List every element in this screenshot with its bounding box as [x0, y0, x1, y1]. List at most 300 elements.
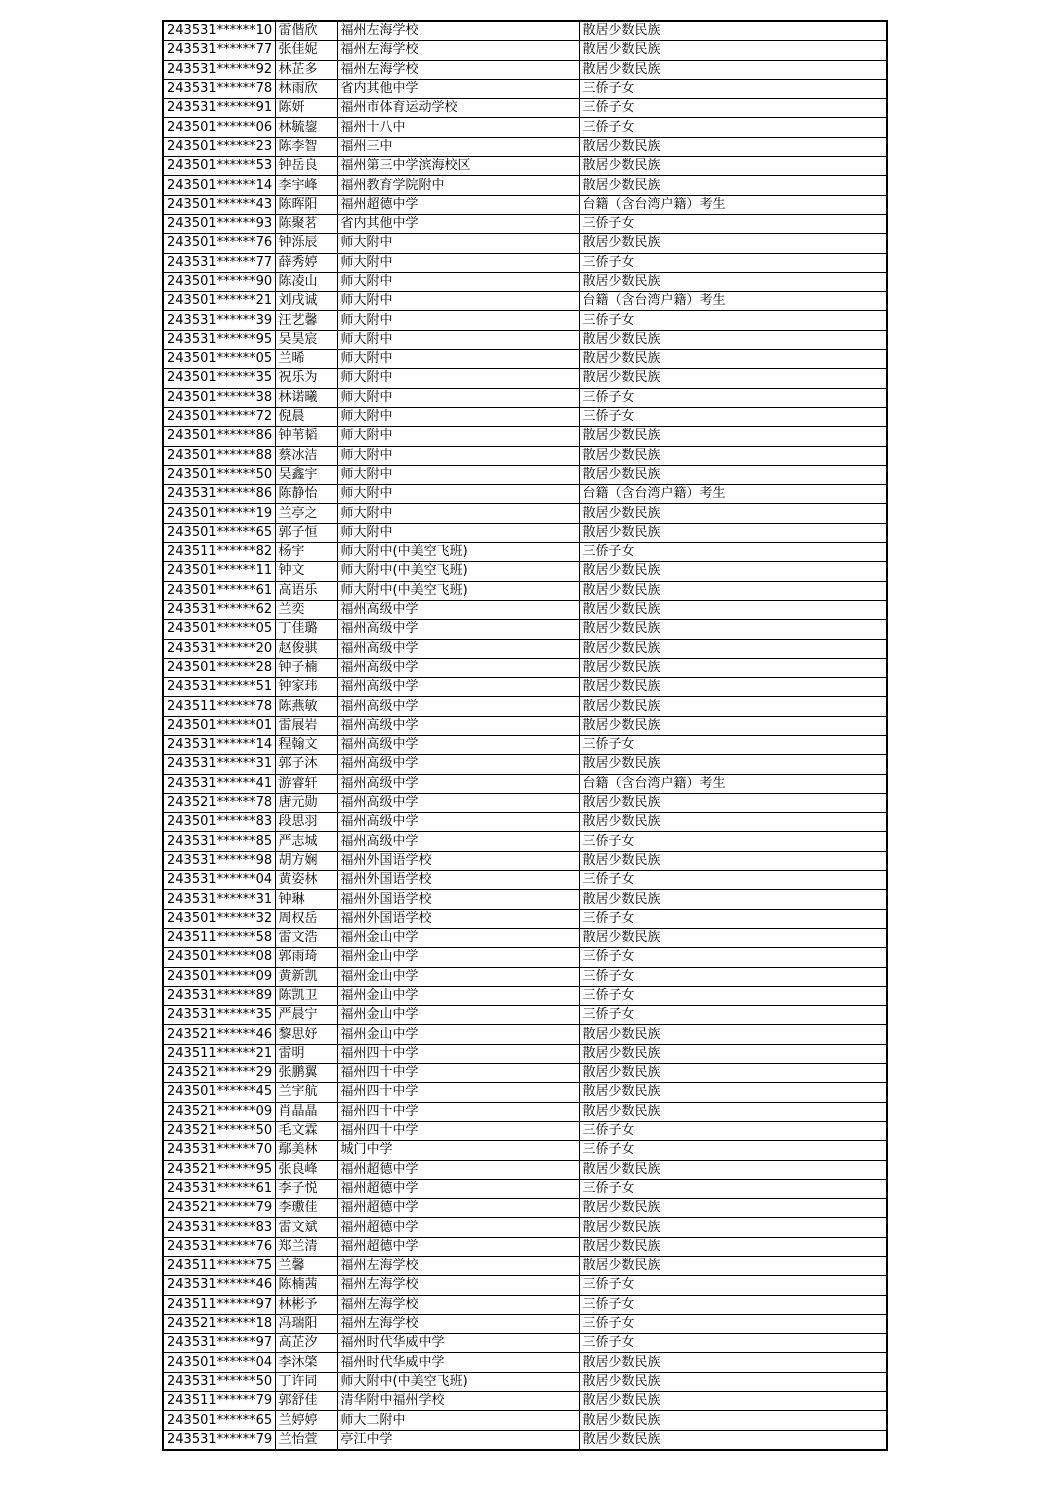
table-row: [163, 1314, 887, 1333]
student-name-cell: 唐元勋: [275, 793, 337, 812]
student-name-cell: 兰婷婷: [275, 1411, 337, 1430]
school-cell: 福州高级中学: [337, 832, 579, 851]
exam-number-cell: 243511******21: [163, 1044, 275, 1063]
school-cell: 福州超德中学: [337, 1160, 579, 1179]
category-cell: 三侨子女: [579, 909, 887, 928]
exam-number-cell: 243531******31: [163, 890, 275, 909]
table-row: [163, 292, 887, 311]
table-row: [163, 967, 887, 986]
school-cell: 师大附中: [337, 330, 579, 349]
table-row: [163, 1064, 887, 1083]
student-table: [162, 20, 888, 1451]
student-name-cell: 张良峰: [275, 1160, 337, 1179]
school-cell: 师大附中: [337, 253, 579, 272]
table-row: [163, 735, 887, 754]
category-cell: 散居少数民族: [579, 446, 887, 465]
table-row: [163, 1006, 887, 1025]
student-name-cell: 兰奕: [275, 600, 337, 619]
table-row: [163, 639, 887, 658]
exam-number-cell: 243531******35: [163, 1006, 275, 1025]
school-cell: 福州高级中学: [337, 658, 579, 677]
school-cell: 福州高级中学: [337, 697, 579, 716]
category-cell: 三侨子女: [579, 1141, 887, 1160]
student-name-cell: 兰怡萱: [275, 1430, 337, 1450]
table-row: [163, 195, 887, 214]
exam-number-cell: 243531******83: [163, 1218, 275, 1237]
student-name-cell: 赵俊骐: [275, 639, 337, 658]
school-cell: 师大附中: [337, 427, 579, 446]
table-row: [163, 465, 887, 484]
exam-number-cell: 243501******01: [163, 716, 275, 735]
category-cell: 散居少数民族: [579, 21, 887, 41]
exam-number-cell: 243501******28: [163, 658, 275, 677]
exam-number-cell: 243501******83: [163, 813, 275, 832]
student-name-cell: 胡方娴: [275, 851, 337, 870]
school-cell: 福州左海学校: [337, 41, 579, 60]
student-name-cell: 钟琳: [275, 890, 337, 909]
student-name-cell: 鄢美林: [275, 1141, 337, 1160]
school-cell: 福州第三中学滨海校区: [337, 157, 579, 176]
exam-number-cell: 243501******53: [163, 157, 275, 176]
table-row: [163, 21, 887, 41]
exam-number-cell: 243501******65: [163, 523, 275, 542]
exam-number-cell: 243531******61: [163, 1179, 275, 1198]
table-row: [163, 504, 887, 523]
student-name-cell: 程翰文: [275, 735, 337, 754]
exam-number-cell: 243501******50: [163, 465, 275, 484]
exam-number-cell: 243531******04: [163, 871, 275, 890]
category-cell: 散居少数民族: [579, 272, 887, 291]
student-name-cell: 刘戌诚: [275, 292, 337, 311]
school-cell: 师大附中: [337, 234, 579, 253]
student-name-cell: 李沐棨: [275, 1353, 337, 1372]
table-row: [163, 1411, 887, 1430]
table-row: [163, 350, 887, 369]
table-row: [163, 214, 887, 233]
student-name-cell: 陈聚茗: [275, 214, 337, 233]
student-name-cell: 郭舒佳: [275, 1392, 337, 1411]
exam-number-cell: 243511******58: [163, 928, 275, 947]
table-row: [163, 407, 887, 426]
student-name-cell: 杨宇: [275, 543, 337, 562]
school-cell: 福州超德中学: [337, 1218, 579, 1237]
category-cell: 三侨子女: [579, 1314, 887, 1333]
exam-number-cell: 243501******21: [163, 292, 275, 311]
school-cell: 福州超德中学: [337, 1179, 579, 1198]
exam-number-cell: 243501******35: [163, 369, 275, 388]
student-name-cell: 陈凌山: [275, 272, 337, 291]
category-cell: 散居少数民族: [579, 1064, 887, 1083]
table-row: [163, 716, 887, 735]
exam-number-cell: 243531******77: [163, 41, 275, 60]
category-cell: 散居少数民族: [579, 890, 887, 909]
category-cell: 三侨子女: [579, 99, 887, 118]
exam-number-cell: 243511******82: [163, 543, 275, 562]
category-cell: 台籍（含台湾户籍）考生: [579, 485, 887, 504]
category-cell: 台籍（含台湾户籍）考生: [579, 195, 887, 214]
table-row: [163, 1083, 887, 1102]
category-cell: 三侨子女: [579, 1006, 887, 1025]
category-cell: 散居少数民族: [579, 755, 887, 774]
school-cell: 福州十八中: [337, 118, 579, 137]
table-row: [163, 658, 887, 677]
exam-number-cell: 243531******77: [163, 253, 275, 272]
school-cell: 福州高级中学: [337, 813, 579, 832]
table-row: [163, 118, 887, 137]
table-row: [163, 1276, 887, 1295]
category-cell: 散居少数民族: [579, 793, 887, 812]
school-cell: 福州外国语学校: [337, 851, 579, 870]
school-cell: 福州教育学院附中: [337, 176, 579, 195]
student-name-cell: 汪艺馨: [275, 311, 337, 330]
school-cell: 福州金山中学: [337, 948, 579, 967]
table-row: [163, 99, 887, 118]
category-cell: 散居少数民族: [579, 1237, 887, 1256]
school-cell: 福州左海学校: [337, 1295, 579, 1314]
exam-number-cell: 243521******78: [163, 793, 275, 812]
school-cell: 师大附中: [337, 407, 579, 426]
category-cell: 三侨子女: [579, 967, 887, 986]
school-cell: 福州时代华威中学: [337, 1353, 579, 1372]
table-row: [163, 851, 887, 870]
school-cell: 福州左海学校: [337, 1276, 579, 1295]
exam-number-cell: 243501******09: [163, 967, 275, 986]
table-row: [163, 1141, 887, 1160]
table-row: [163, 1199, 887, 1218]
student-name-cell: 陈燕敏: [275, 697, 337, 716]
table-row: [163, 928, 887, 947]
student-name-cell: 雷文斌: [275, 1218, 337, 1237]
student-name-cell: 李璷佳: [275, 1199, 337, 1218]
student-name-cell: 雷文浩: [275, 928, 337, 947]
student-name-cell: 段思羽: [275, 813, 337, 832]
school-cell: 福州高级中学: [337, 716, 579, 735]
category-cell: 三侨子女: [579, 832, 887, 851]
student-name-cell: 钟岳良: [275, 157, 337, 176]
table-row: [163, 543, 887, 562]
student-name-cell: 兰亭之: [275, 504, 337, 523]
school-cell: 福州高级中学: [337, 793, 579, 812]
table-row: [163, 1025, 887, 1044]
exam-number-cell: 243531******20: [163, 639, 275, 658]
table-row: [163, 79, 887, 98]
exam-number-cell: 243511******78: [163, 697, 275, 716]
school-cell: 福州金山中学: [337, 1006, 579, 1025]
exam-number-cell: 243501******43: [163, 195, 275, 214]
school-cell: 福州四十中学: [337, 1083, 579, 1102]
student-name-cell: 严志城: [275, 832, 337, 851]
category-cell: 散居少数民族: [579, 1160, 887, 1179]
exam-number-cell: 243501******65: [163, 1411, 275, 1430]
table-row: [163, 755, 887, 774]
category-cell: 三侨子女: [579, 79, 887, 98]
exam-number-cell: 243531******97: [163, 1334, 275, 1353]
category-cell: 三侨子女: [579, 118, 887, 137]
exam-number-cell: 243501******88: [163, 446, 275, 465]
school-cell: 师大附中: [337, 350, 579, 369]
exam-number-cell: 243531******91: [163, 99, 275, 118]
exam-number-cell: 243521******95: [163, 1160, 275, 1179]
exam-number-cell: 243501******45: [163, 1083, 275, 1102]
category-cell: 散居少数民族: [579, 658, 887, 677]
exam-number-cell: 243501******90: [163, 272, 275, 291]
exam-number-cell: 243531******98: [163, 851, 275, 870]
category-cell: 台籍（含台湾户籍）考生: [579, 292, 887, 311]
category-cell: 散居少数民族: [579, 157, 887, 176]
student-name-cell: 李子悦: [275, 1179, 337, 1198]
category-cell: 散居少数民族: [579, 330, 887, 349]
category-cell: 散居少数民族: [579, 851, 887, 870]
category-cell: 散居少数民族: [579, 1411, 887, 1430]
school-cell: 清华附中福州学校: [337, 1392, 579, 1411]
school-cell: 福州超德中学: [337, 195, 579, 214]
category-cell: 三侨子女: [579, 311, 887, 330]
exam-number-cell: 243501******05: [163, 350, 275, 369]
category-cell: 散居少数民族: [579, 581, 887, 600]
exam-number-cell: 243521******79: [163, 1199, 275, 1218]
table-row: [163, 446, 887, 465]
student-name-cell: 黄姿林: [275, 871, 337, 890]
exam-number-cell: 243531******70: [163, 1141, 275, 1160]
category-cell: 散居少数民族: [579, 137, 887, 156]
school-cell: 福州高级中学: [337, 620, 579, 639]
category-cell: 三侨子女: [579, 735, 887, 754]
student-name-cell: 黎思妤: [275, 1025, 337, 1044]
student-name-cell: 林彬予: [275, 1295, 337, 1314]
table-row: [163, 793, 887, 812]
exam-number-cell: 243531******76: [163, 1237, 275, 1256]
category-cell: 三侨子女: [579, 986, 887, 1005]
student-name-cell: 雷偕欣: [275, 21, 337, 41]
student-name-cell: 陈妍: [275, 99, 337, 118]
school-cell: 师大附中: [337, 504, 579, 523]
school-cell: 师大附中(中美空飞班): [337, 562, 579, 581]
school-cell: 师大附中: [337, 485, 579, 504]
exam-number-cell: 243511******97: [163, 1295, 275, 1314]
table-row: [163, 562, 887, 581]
exam-number-cell: 243501******76: [163, 234, 275, 253]
exam-number-cell: 243531******39: [163, 311, 275, 330]
table-row: [163, 871, 887, 890]
school-cell: 福州四十中学: [337, 1102, 579, 1121]
school-cell: 福州超德中学: [337, 1237, 579, 1256]
student-name-cell: 蔡冰洁: [275, 446, 337, 465]
category-cell: 三侨子女: [579, 253, 887, 272]
student-name-cell: 雷明: [275, 1044, 337, 1063]
student-name-cell: 林雨欣: [275, 79, 337, 98]
exam-number-cell: 243531******14: [163, 735, 275, 754]
exam-number-cell: 243521******46: [163, 1025, 275, 1044]
category-cell: 三侨子女: [579, 871, 887, 890]
category-cell: 散居少数民族: [579, 369, 887, 388]
exam-number-cell: 243501******72: [163, 407, 275, 426]
exam-number-cell: 243501******04: [163, 1353, 275, 1372]
category-cell: 散居少数民族: [579, 928, 887, 947]
table-row: [163, 678, 887, 697]
school-cell: 福州左海学校: [337, 21, 579, 41]
school-cell: 福州时代华威中学: [337, 1334, 579, 1353]
category-cell: 散居少数民族: [579, 1199, 887, 1218]
student-name-cell: 肖晶晶: [275, 1102, 337, 1121]
student-name-cell: 薛秀婷: [275, 253, 337, 272]
category-cell: 散居少数民族: [579, 620, 887, 639]
exam-number-cell: 243521******50: [163, 1121, 275, 1140]
student-name-cell: 郑兰清: [275, 1237, 337, 1256]
category-cell: 散居少数民族: [579, 523, 887, 542]
category-cell: 三侨子女: [579, 1295, 887, 1314]
exam-number-cell: 243531******89: [163, 986, 275, 1005]
exam-number-cell: 243531******50: [163, 1372, 275, 1391]
category-cell: 散居少数民族: [579, 1025, 887, 1044]
table-row: [163, 330, 887, 349]
school-cell: 师大附中: [337, 446, 579, 465]
student-name-cell: 吴鑫宇: [275, 465, 337, 484]
student-name-cell: 郭雨琦: [275, 948, 337, 967]
table-row: [163, 774, 887, 793]
student-list-sheet: [162, 20, 886, 1451]
exam-number-cell: 243501******06: [163, 118, 275, 137]
category-cell: 散居少数民族: [579, 427, 887, 446]
table-row: [163, 157, 887, 176]
student-name-cell: 兰馨: [275, 1257, 337, 1276]
category-cell: 散居少数民族: [579, 697, 887, 716]
exam-number-cell: 243501******19: [163, 504, 275, 523]
table-row: [163, 986, 887, 1005]
exam-number-cell: 243531******95: [163, 330, 275, 349]
student-name-cell: 丁佳璐: [275, 620, 337, 639]
student-name-cell: 钟家玮: [275, 678, 337, 697]
table-row: [163, 485, 887, 504]
category-cell: 散居少数民族: [579, 1430, 887, 1450]
student-name-cell: 林毓鋆: [275, 118, 337, 137]
student-name-cell: 高芷汐: [275, 1334, 337, 1353]
category-cell: 三侨子女: [579, 214, 887, 233]
table-row: [163, 1353, 887, 1372]
school-cell: 福州高级中学: [337, 774, 579, 793]
table-row: [163, 813, 887, 832]
category-cell: 散居少数民族: [579, 813, 887, 832]
student-name-cell: 毛文霖: [275, 1121, 337, 1140]
school-cell: 师大附中(中美空飞班): [337, 1372, 579, 1391]
school-cell: 福州四十中学: [337, 1044, 579, 1063]
student-name-cell: 黄新凯: [275, 967, 337, 986]
table-row: [163, 832, 887, 851]
student-name-cell: 陈楠茜: [275, 1276, 337, 1295]
category-cell: 台籍（含台湾户籍）考生: [579, 774, 887, 793]
school-cell: 师大附中: [337, 369, 579, 388]
category-cell: 三侨子女: [579, 1276, 887, 1295]
table-row: [163, 1179, 887, 1198]
category-cell: 散居少数民族: [579, 1353, 887, 1372]
student-table-body: [163, 21, 887, 1450]
table-row: [163, 1334, 887, 1353]
school-cell: 福州高级中学: [337, 600, 579, 619]
student-name-cell: 雷展岩: [275, 716, 337, 735]
table-row: [163, 253, 887, 272]
school-cell: 亭江中学: [337, 1430, 579, 1450]
table-row: [163, 1392, 887, 1411]
exam-number-cell: 243521******18: [163, 1314, 275, 1333]
school-cell: 师大附中(中美空飞班): [337, 543, 579, 562]
student-name-cell: 陈李智: [275, 137, 337, 156]
student-name-cell: 周权岳: [275, 909, 337, 928]
table-row: [163, 1218, 887, 1237]
student-name-cell: 郭子恒: [275, 523, 337, 542]
exam-number-cell: 243501******05: [163, 620, 275, 639]
category-cell: 散居少数民族: [579, 1218, 887, 1237]
exam-number-cell: 243531******10: [163, 21, 275, 41]
exam-number-cell: 243531******79: [163, 1430, 275, 1450]
exam-number-cell: 243531******85: [163, 832, 275, 851]
category-cell: 散居少数民族: [579, 1102, 887, 1121]
school-cell: 福州外国语学校: [337, 909, 579, 928]
table-row: [163, 523, 887, 542]
exam-number-cell: 243531******41: [163, 774, 275, 793]
school-cell: 省内其他中学: [337, 214, 579, 233]
table-row: [163, 909, 887, 928]
student-name-cell: 李宇峰: [275, 176, 337, 195]
exam-number-cell: 243501******08: [163, 948, 275, 967]
exam-number-cell: 243531******62: [163, 600, 275, 619]
table-row: [163, 1295, 887, 1314]
student-name-cell: 陈晖阳: [275, 195, 337, 214]
category-cell: 散居少数民族: [579, 678, 887, 697]
school-cell: 福州高级中学: [337, 678, 579, 697]
table-row: [163, 1237, 887, 1256]
exam-number-cell: 243521******09: [163, 1102, 275, 1121]
student-name-cell: 吴昊宸: [275, 330, 337, 349]
student-name-cell: 林芷多: [275, 60, 337, 79]
exam-number-cell: 243511******75: [163, 1257, 275, 1276]
school-cell: 师大附中(中美空飞班): [337, 581, 579, 600]
exam-number-cell: 243531******51: [163, 678, 275, 697]
table-row: [163, 234, 887, 253]
school-cell: 福州四十中学: [337, 1121, 579, 1140]
table-row: [163, 581, 887, 600]
school-cell: 福州高级中学: [337, 639, 579, 658]
school-cell: 福州三中: [337, 137, 579, 156]
exam-number-cell: 243501******86: [163, 427, 275, 446]
table-row: [163, 948, 887, 967]
category-cell: 三侨子女: [579, 407, 887, 426]
student-name-cell: 郭子沐: [275, 755, 337, 774]
student-name-cell: 冯瑞阳: [275, 1314, 337, 1333]
exam-number-cell: 243501******14: [163, 176, 275, 195]
school-cell: 城门中学: [337, 1141, 579, 1160]
student-name-cell: 陈凯卫: [275, 986, 337, 1005]
category-cell: 散居少数民族: [579, 1257, 887, 1276]
table-row: [163, 600, 887, 619]
exam-number-cell: 243531******46: [163, 1276, 275, 1295]
table-row: [163, 890, 887, 909]
table-row: [163, 176, 887, 195]
school-cell: 师大附中: [337, 292, 579, 311]
category-cell: 散居少数民族: [579, 60, 887, 79]
student-name-cell: 严晨宁: [275, 1006, 337, 1025]
table-row: [163, 1102, 887, 1121]
table-row: [163, 1160, 887, 1179]
table-row: [163, 137, 887, 156]
school-cell: 师大附中: [337, 272, 579, 291]
student-name-cell: 张佳妮: [275, 41, 337, 60]
exam-number-cell: 243501******32: [163, 909, 275, 928]
table-row: [163, 369, 887, 388]
exam-number-cell: 243521******29: [163, 1064, 275, 1083]
category-cell: 散居少数民族: [579, 600, 887, 619]
exam-number-cell: 243531******78: [163, 79, 275, 98]
category-cell: 三侨子女: [579, 1179, 887, 1198]
table-row: [163, 272, 887, 291]
